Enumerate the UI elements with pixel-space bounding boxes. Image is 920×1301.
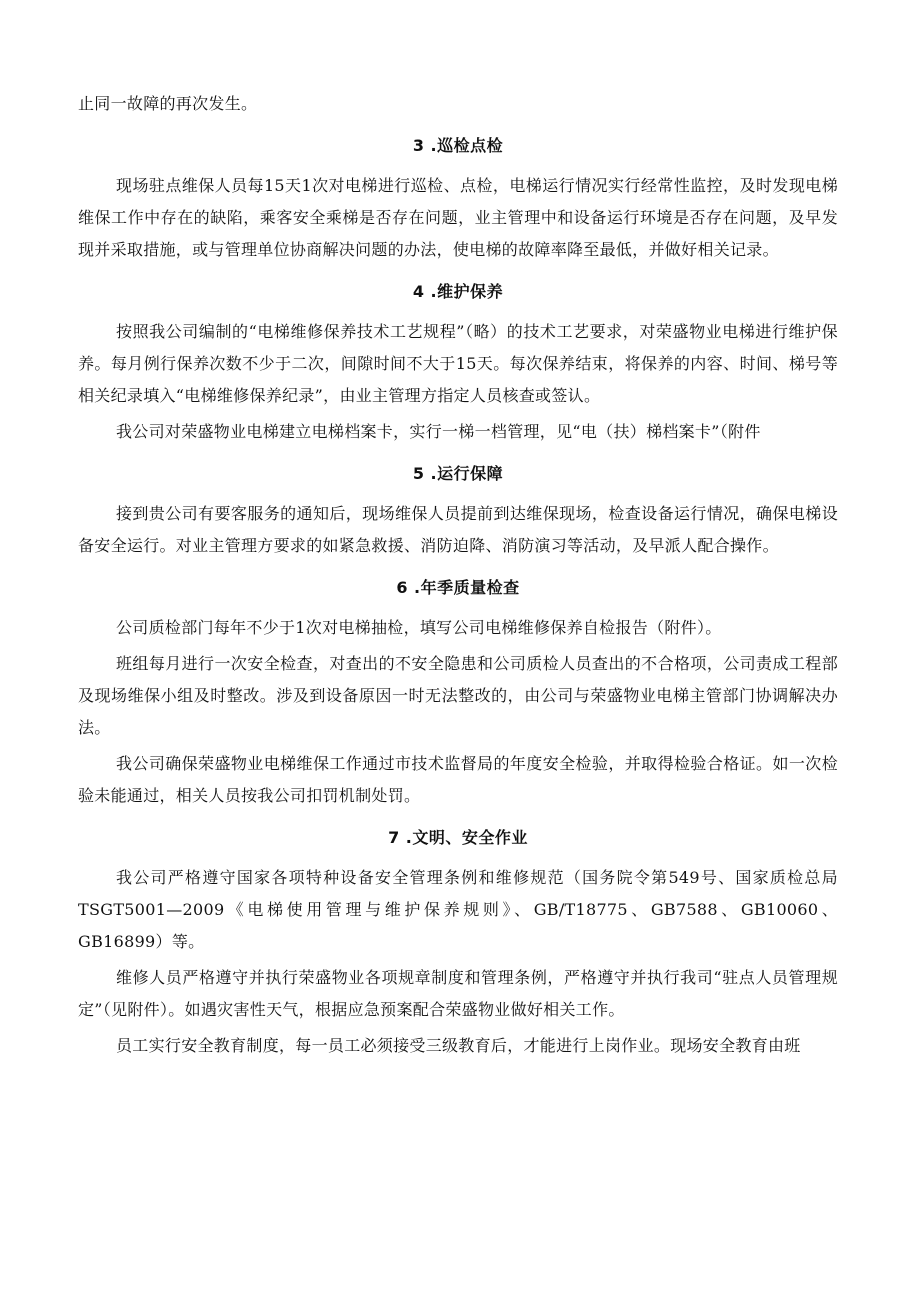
document-page xyxy=(78,88,838,1062)
continuation-text: 止同一故障的再次发生。 xyxy=(78,94,258,113)
section-6-paragraph-3: 我公司确保荣盛物业电梯维保工作通过市技术监督局的年度安全检验，并取得检验合格证。如一次检验未能通过，相关人员按我公司扣罚机制处罚。 xyxy=(78,754,838,805)
section-6-heading: 6 .年季质量检查 xyxy=(396,578,520,597)
section-7-heading: 7 .文明、安全作业 xyxy=(388,828,528,847)
section-3-heading: 3 .巡检点检 xyxy=(412,136,504,155)
section-5-paragraph-1: 接到贵公司有要客服务的通知后，现场维保人员提前到达维保现场，检查设备运行情况，确保电梯设备安全运行。对业主管理方要求的如紧急救援、消防迫降、消防演习等活动，及早派人配合操作。 xyxy=(78,504,838,555)
section-6-paragraph-1: 公司质检部门每年不少于1次对电梯抽检，填写公司电梯维修保养自检报告（附件）。 xyxy=(116,618,722,637)
section-3-paragraph-1: 现场驻点维保人员每15天1次对电梯进行巡检、点检，电梯运行情况实行经常性监控，及时发现电梯维保工作中存在的缺陷，乘客安全乘梯是否存在问题，业主管理中和设备运行环境是否存在问题，及早发现并采取措施，或与管理单位协商解决问题的办法，使电梯的故障率降至最低，并做好相关记录。 xyxy=(78,176,838,259)
section-6-paragraph-2: 班组每月进行一次安全检查，对查出的不安全隐患和公司质检人员查出的不合格项，公司责成工程部及现场维保小组及时整改。涉及到设备原因一时无法整改的，由公司与荣盛物业电梯主管部门协调解决办法。 xyxy=(78,654,838,737)
section-7-paragraph-2: 维修人员严格遵守并执行荣盛物业各项规章制度和管理条例，严格遵守并执行我司“驻点人员管理规定”（见附件）。如遇灾害性天气，根据应急预案配合荣盛物业做好相关工作。 xyxy=(78,968,838,1019)
section-4-paragraph-2: 我公司对荣盛物业电梯建立电梯档案卡，实行一梯一档管理，见“电（扶）梯档案卡”（附件 xyxy=(116,422,761,441)
section-7-paragraph-3: 员工实行安全教育制度，每一员工必须接受三级教育后，才能进行上岗作业。现场安全教育由班 xyxy=(116,1036,801,1055)
section-4-paragraph-1: 按照我公司编制的“电梯维修保养技术工艺规程”（略）的技术工艺要求，对荣盛物业电梯进行维护保养。每月例行保养次数不少于二次，间隙时间不大于15天。每次保养结束，将保养的内容、时间、梯号等相关纪录填入“电梯维修保养纪录”，由业主管理方指定人员核查或签认。 xyxy=(78,322,838,405)
section-5-heading: 5 .运行保障 xyxy=(412,464,504,483)
section-4-heading: 4 .维护保养 xyxy=(412,282,504,301)
section-7-paragraph-1: 我公司严格遵守国家各项特种设备安全管理条例和维修规范（国务院令第549号、国家质检总局TSGT5001—2009《电梯使用管理与维护保养规则》、GB/T18775、GB7588、GB10060、GB16899）等。 xyxy=(78,868,838,951)
